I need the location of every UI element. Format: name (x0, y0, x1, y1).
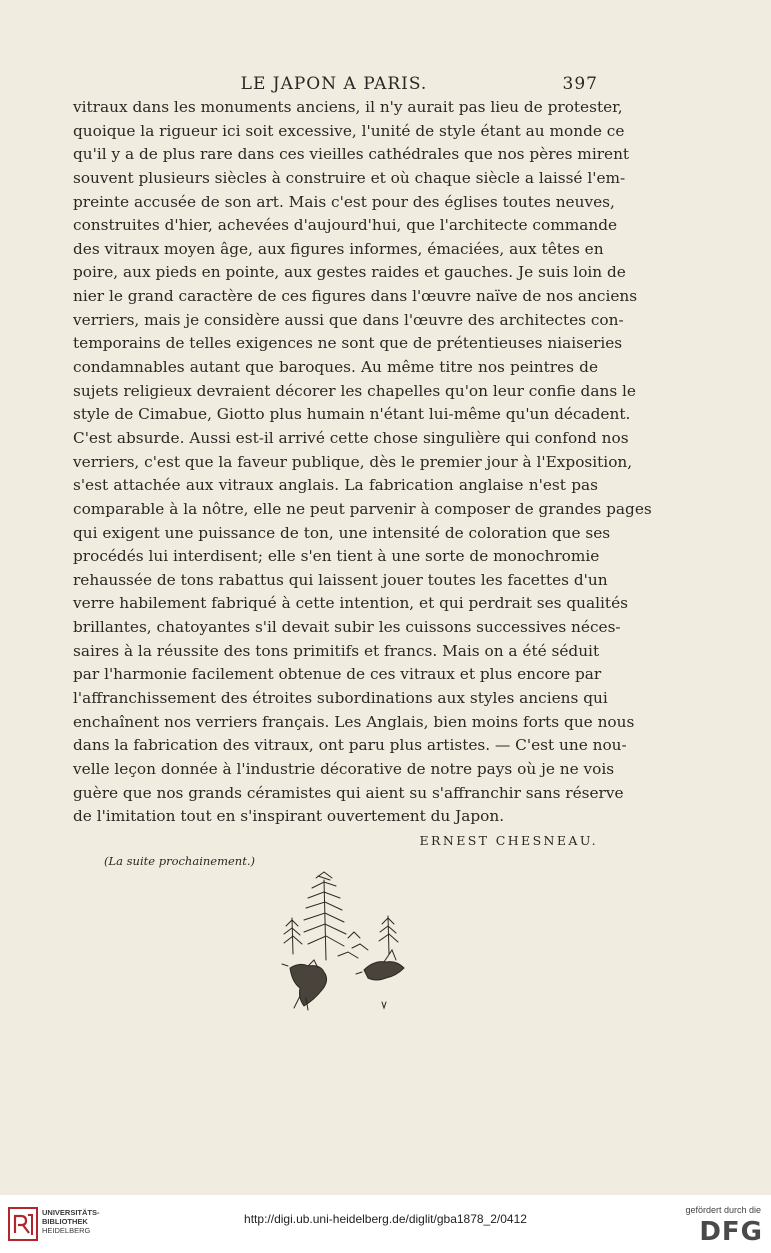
text-line: enchaînent nos verriers français. Les Anglais, bien moins forts que nous (73, 712, 635, 731)
text-line: rehaussée de tons rabattus qui laissent jouer toutes les facettes d'un (73, 570, 608, 589)
text-line: style de Cimabue, Giotto plus humain n'étant lui-même qu'un décadent. (73, 405, 631, 424)
page-number: 397 (562, 74, 598, 94)
text-line: s'est attachée aux vitraux anglais. La fabrication anglaise n'est pas (73, 476, 598, 495)
text-line: vitraux dans les monuments anciens, il n'y aurait pas lieu de protester, (73, 98, 623, 116)
author-signature: ERNEST CHESNEAU. (419, 833, 598, 848)
text-line: sujets religieux devraient décorer les chapelles qu'on leur confie dans le (73, 381, 636, 400)
digitization-footer (0, 1195, 771, 1253)
source-url-link[interactable]: http://digi.ub.uni-heidelberg.de/diglit/gba1878_2/0412 (244, 1212, 527, 1226)
text-line: C'est absurde. Aussi est-il arrivé cette chose singulière qui confond nos (73, 428, 629, 447)
text-line: verre habilement fabriqué à cette intention, et qui perdrait ses qualités (73, 594, 628, 613)
text-line: poire, aux pieds en pointe, aux gestes raides et gauches. Je suis loin de (73, 263, 626, 282)
text-line: de l'imitation tout en s'inspirant ouvertement du Japon. (73, 807, 505, 826)
text-line: condamnables autant que baroques. Au même titre nos peintres de (73, 358, 598, 377)
text-line: des vitraux moyen âge, aux figures informes, émaciées, aux têtes en (73, 239, 604, 258)
text-line: comparable à la nôtre, elle ne peut parvenir à composer de grandes pages (73, 499, 652, 518)
text-line: construites d'hier, achevées d'aujourd'hui, que l'architecte commande (73, 216, 618, 235)
text-line: temporains de telles exigences ne sont que de prétentieuses niaiseries (73, 334, 623, 353)
text-line: dans la fabrication des vitraux, ont paru plus artistes. — C'est une nou- (73, 736, 627, 755)
text-line: nier le grand caractère de ces figures dans l'œuvre naïve de nos anciens (73, 287, 638, 306)
text-line: l'affranchissement des étroites subordinations aux styles anciens qui (73, 689, 608, 708)
body-text (73, 96, 652, 829)
text-line: procédés lui interdisent; elle s'en tient à une sorte de monochromie (73, 547, 600, 566)
text-line: velle leçon donnée à l'industrie décorative de notre pays où je ne vois (73, 759, 615, 778)
pine-trees-and-birds-vignette-icon (278, 868, 413, 1016)
text-line: quoique la rigueur ici soit excessive, l'unité de style étant au monde ce (73, 121, 625, 140)
text-line: brillantes, chatoyantes s'il devait subir les cuissons successives néces- (73, 618, 621, 637)
text-line: qu'il y a de plus rare dans ces vieilles cathédrales que nos pères mirent (73, 145, 630, 164)
running-head (70, 74, 598, 98)
text-line: verriers, mais je considère aussi que dans l'œuvre des architectes con- (73, 310, 624, 329)
text-line: par l'harmonie facilement obtenue de ces vitraux et plus encore par (73, 665, 602, 684)
library-name-line: HEIDELBERG (42, 1226, 91, 1235)
text-line: verriers, c'est que la faveur publique, dès le premier jour à l'Exposition, (73, 452, 633, 471)
library-name-line: UNIVERSITÄTS- (42, 1208, 100, 1217)
text-line: qui exigent une puissance de ton, une intensité de coloration que ses (73, 523, 611, 542)
funding-note: gefördert durch die (685, 1205, 761, 1215)
library-name-line: BIBLIOTHEK (42, 1217, 88, 1226)
text-line: preinte accusée de son art. Mais c'est pour des églises toutes neuves, (73, 192, 615, 211)
text-line: saires à la réussite des tons primitifs et francs. Mais on a été séduit (73, 641, 600, 660)
text-line: guère que nos grands céramistes qui aient su s'affranchir sans réserve (73, 783, 624, 802)
continuation-note: (La suite prochainement.) (104, 854, 255, 868)
dfg-logo: DFG (699, 1217, 763, 1247)
text-line: souvent plusieurs siècles à construire et où chaque siècle a laissé l'em- (73, 168, 626, 187)
running-title: LE JAPON A PARIS. (240, 74, 428, 94)
